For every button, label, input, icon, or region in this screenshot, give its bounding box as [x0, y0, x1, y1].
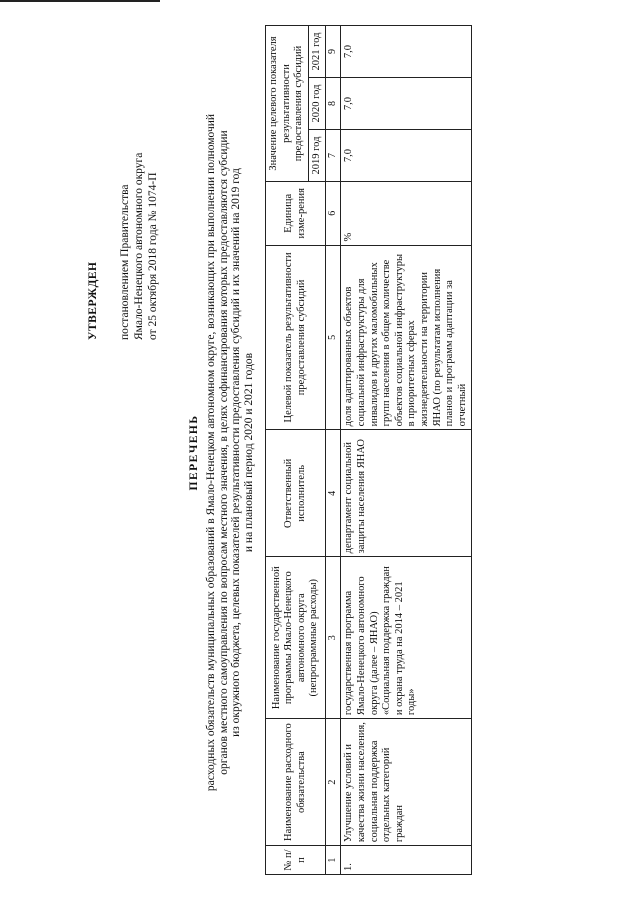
row-value-2021: 7,0 [341, 26, 472, 78]
approval-title: УТВЕРЖДЕН [87, 261, 99, 340]
header-year-2021: 2021 год [308, 26, 326, 78]
row-value-2019: 7,0 [341, 130, 472, 182]
column-number-row [326, 26, 341, 875]
column-number: 1 [326, 846, 341, 875]
column-number: 3 [326, 557, 341, 719]
header-value-group: Значение целевого показателя результативности предоставления субсидий [266, 26, 309, 182]
header-year-2020: 2020 год [308, 78, 326, 130]
heading-line: из окружного бюджета, целевых показателей результативности предоставления субсидий и их значений на 2019 год [230, 168, 243, 737]
heading-line: органов местного самоуправления по вопросам местного значения, в целях софинансирования которых предоставляются субсидии [217, 130, 230, 775]
header-obligation: Наименование расходного обязательства [266, 719, 326, 846]
approval-line: от 25 октября 2018 года № 1074-П [147, 172, 159, 340]
header-program: Наименование государственной программы Ямало-Ненецкого автономного округа (непрограммные расходы) [266, 557, 326, 719]
column-number: 4 [326, 430, 341, 557]
row-indicator: доля адаптированных объектов социальной инфраструктуры для инвалидов и других маломобильных групп населения в общем количестве объектов социальной инфраструктуры в приоритетных сферах жизнедеятельности на территории ЯНАО (по результатам исполнения планов и программ адаптации за отчетный [341, 245, 472, 430]
row-value-2020: 7,0 [341, 78, 472, 130]
document-heading [188, 0, 256, 905]
header-executor: Ответственный исполнитель [266, 430, 326, 557]
header-row [266, 26, 309, 875]
header-num: № п/п [266, 846, 326, 875]
row-obligation: Улучшение условий и качества жизни населения, социальная поддержка отдельных категорий граждан [341, 719, 472, 846]
document-title: ПЕРЕЧЕНЬ [188, 414, 200, 491]
row-executor: департамент социальной защиты населения ЯНАО [341, 430, 472, 557]
obligations-table [265, 25, 472, 875]
column-number: 8 [326, 78, 341, 130]
heading-line: расходных обязательств муниципальных образований в Ямало-Ненецком автономном округе, возникающих при выполнении полномочий [204, 113, 217, 792]
column-number: 9 [326, 26, 341, 78]
column-number: 2 [326, 719, 341, 846]
column-number: 6 [326, 182, 341, 246]
approval-block [86, 40, 160, 340]
heading-line: и на плановый период 2020 и 2021 годов [243, 352, 256, 553]
table-row [341, 26, 472, 875]
row-num: 1. [341, 846, 472, 875]
approval-line: Ямало-Ненецкого автономного округа [133, 152, 145, 340]
header-year-2019: 2019 год [308, 130, 326, 182]
column-number: 7 [326, 130, 341, 182]
row-unit: % [341, 182, 472, 246]
column-number: 5 [326, 245, 341, 430]
header-indicator: Целевой показатель результативности предоставления субсидий [266, 245, 326, 430]
header-unit: Единица изме-рения [266, 182, 326, 246]
approval-line: постановлением Правительства [119, 184, 131, 340]
row-program: государственная программа Ямало-Ненецкого автономного округа (далее – ЯНАО) «Социальная поддержка граждан и охрана труда на 2014 – 2021 годы» [341, 557, 472, 719]
